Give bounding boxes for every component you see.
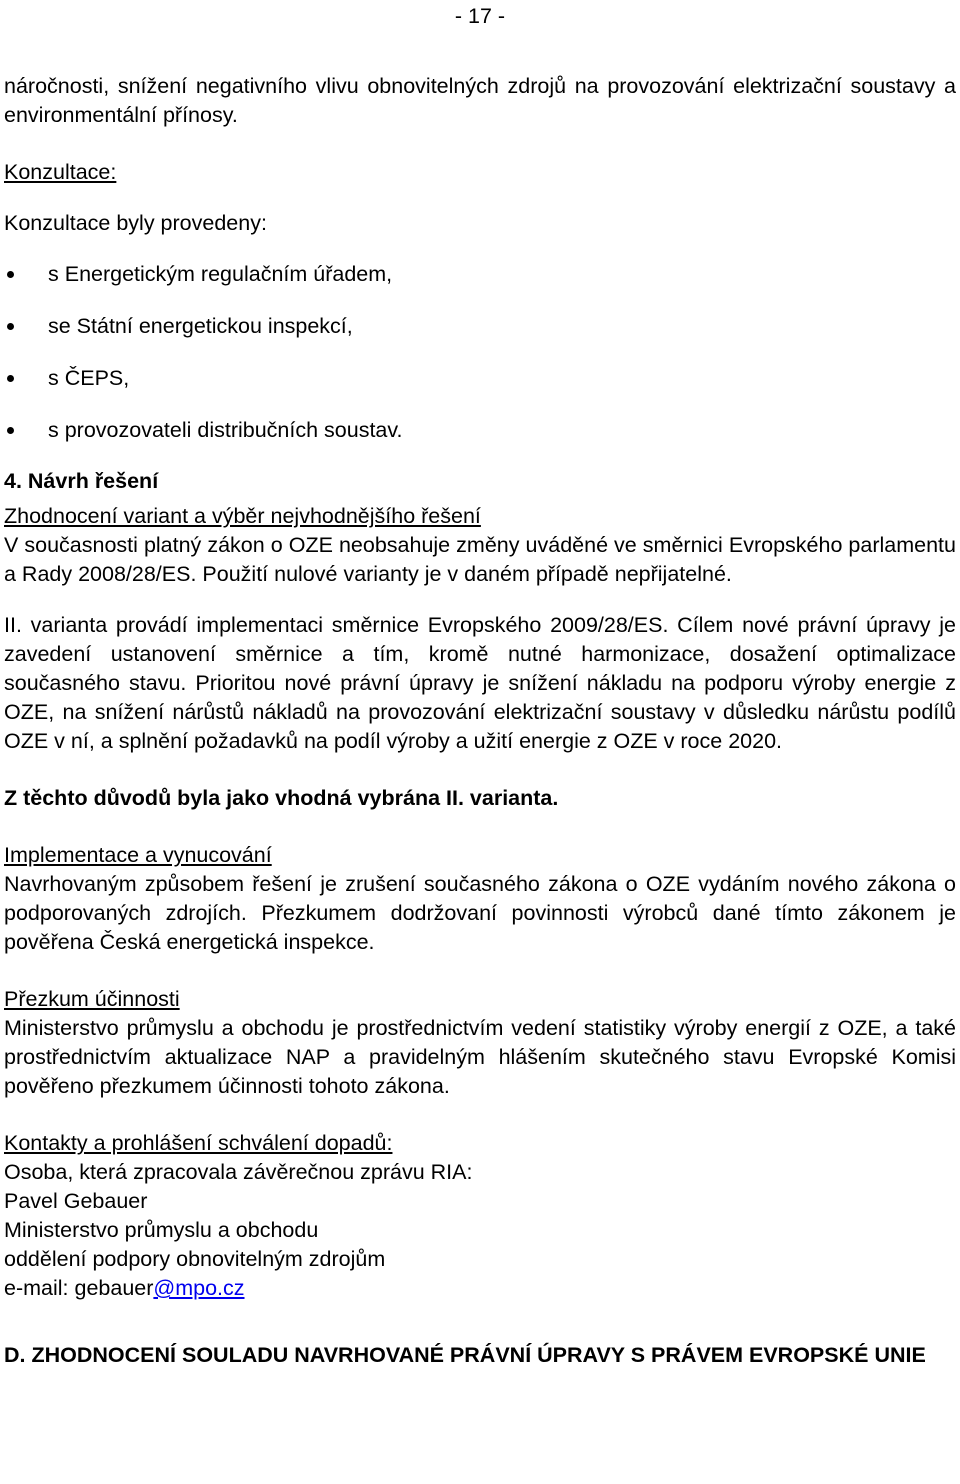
list-item-text: s provozovateli distribučních soustav. [48,418,403,442]
email-label: e-mail: gebauer [4,1276,154,1300]
subheading-variants: Zhodnocení variant a výběr nejvhodnějšího řešení [4,504,481,528]
list-item [4,260,956,289]
page-number: - 17 - [454,4,506,28]
list-item [4,364,956,393]
list-item-text: s ČEPS, [48,366,130,390]
list-item [4,312,956,341]
variants-paragraph-1: V současnosti platný zákon o OZE neobsahuje změny uváděné ve směrnici Evropského parlamentu a Rady 2008/28/ES. Použití nulové varianty je v daném případě nepřijatelné. [4,533,956,586]
contacts-line: Osoba, která zpracovala závěrečnou zprávu RIA: [4,1160,473,1184]
list-item-text: se Státní energetickou inspekcí, [48,314,353,338]
bullet-icon [7,323,14,330]
intro-paragraph: náročnosti, snížení negativního vlivu obnovitelných zdrojů na provozování elektrizační soustavy a environmentální přínosy. [4,74,956,127]
document-body [4,72,956,1370]
contacts-line: oddělení podpory obnovitelným zdrojům [4,1247,386,1271]
contacts-line: Ministerstvo průmyslu a obchodu [4,1218,319,1242]
consultation-list [4,260,956,445]
contacts-line: Pavel Gebauer [4,1189,148,1213]
review-paragraph: Ministerstvo průmyslu a obchodu je prostřednictvím vedení statistiky výroby energií z OZE, a také prostřednictvím aktualizace NAP a pravidelným hlášením skutečného stavu Evropské Komisi pověřeno přezkumem účinnosti tohoto zákona. [4,1016,956,1098]
consultation-lead: Konzultace byly provedeny: [4,211,267,235]
email-link[interactable]: @mpo.cz [153,1276,245,1300]
implementation-heading: Implementace a vynucování [4,843,272,867]
bullet-icon [7,271,14,278]
variants-paragraph-2: II. varianta provádí implementaci směrnice Evropského 2009/28/ES. Cílem nové právní úpravy je zavedení ustanovení směrnice a tím, kromě nutné harmonizace, dosažení optimalizace současného stavu. Prioritou nové právní úpravy je snížení nákladu na podporu výroby energie z OZE, na snížení nárůstů nákladů na provozování elektrizační soustavy v důsledku nárůstu podílů OZE v ní, a splnění požadavků na podíl výroby a užití energie z OZE v roce 2020. [4,613,956,753]
section-heading-navrh: 4. Návrh řešení [4,469,159,493]
implementation-paragraph: Navrhovaným způsobem řešení je zrušení současného zákona o OZE vydáním nového zákona o podporovaných zdrojích. Přezkumem dodržovaní povinnosti výrobců dané tímto zákonem je pověřena Česká energetická inspekce. [4,872,956,954]
bullet-icon [7,375,14,382]
contacts-email-line [4,1274,956,1303]
contacts-heading: Kontakty a prohlášení schválení dopadů: [4,1131,393,1155]
consultation-heading: Konzultace: [4,160,117,184]
section-heading-d: D. ZHODNOCENÍ SOULADU NAVRHOVANÉ PRÁVNÍ ÚPRAVY S PRÁVEM EVROPSKÉ UNIE [4,1343,926,1367]
bullet-icon [7,427,14,434]
list-item-text: s Energetickým regulačním úřadem, [48,262,393,286]
variants-conclusion: Z těchto důvodů byla jako vhodná vybrána II. varianta. [4,786,559,810]
review-heading: Přezkum účinnosti [4,987,180,1011]
list-item [4,416,956,445]
